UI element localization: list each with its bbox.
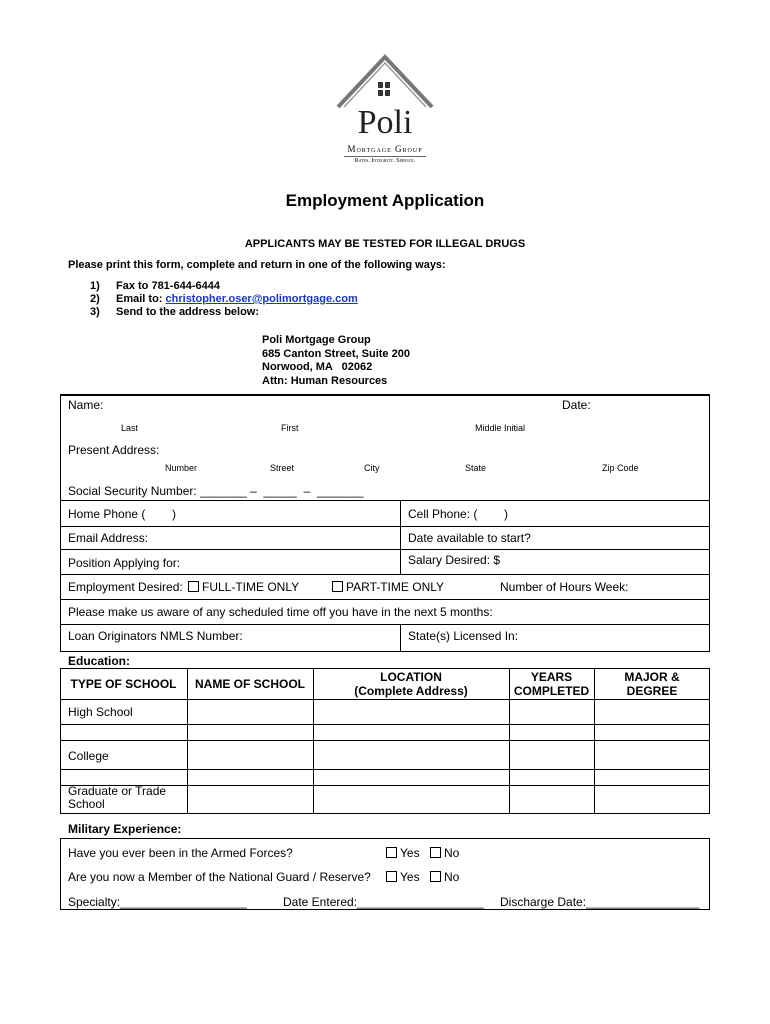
instructions: Please print this form, complete and return in one of the following ways: bbox=[68, 259, 446, 271]
header-major-degree: MAJOR & DEGREE bbox=[624, 670, 680, 698]
home-phone-field[interactable]: Home Phone ( ) bbox=[68, 507, 177, 521]
part-time-option[interactable] bbox=[332, 580, 444, 594]
salary-field[interactable]: Salary Desired: $ bbox=[408, 553, 501, 567]
employment-desired-label: Employment Desired: bbox=[68, 580, 183, 594]
header-location: LOCATION (Complete Address) bbox=[354, 670, 468, 698]
guard-reserve-no[interactable] bbox=[430, 870, 459, 884]
address-line: 685 Canton Street, Suite 200 bbox=[262, 347, 410, 360]
full-time-option[interactable] bbox=[188, 580, 299, 594]
address-line: Norwood, MA 02062 bbox=[262, 361, 373, 373]
discharge-date-field[interactable]: Discharge Date:_________________ bbox=[500, 895, 700, 909]
middle-initial-hint: Middle Initial bbox=[475, 423, 526, 433]
start-date-field[interactable]: Date available to start? bbox=[408, 531, 531, 545]
guard-reserve-question: Are you now a Member of the National Guard / Reserve? bbox=[68, 870, 371, 884]
ssn-field[interactable]: Social Security Number: _______ – _____ – _______ bbox=[68, 484, 364, 498]
way-2 bbox=[90, 293, 358, 305]
cell-phone-field[interactable]: Cell Phone: ( ) bbox=[408, 507, 509, 521]
way-1 bbox=[90, 280, 220, 292]
way-number: 2) bbox=[90, 293, 100, 305]
military-heading: Military Experience: bbox=[68, 822, 182, 836]
row-graduate-trade: Graduate or Trade School bbox=[68, 784, 167, 811]
header-years-completed: YEARS COMPLETED bbox=[513, 670, 590, 698]
checkbox-icon[interactable] bbox=[188, 581, 199, 592]
states-licensed-field[interactable]: State(s) Licensed In: bbox=[408, 629, 519, 643]
position-field[interactable]: Position Applying for: bbox=[68, 556, 181, 570]
date-entered-field[interactable]: Date Entered:___________________ bbox=[283, 895, 484, 909]
name-label: Name: bbox=[68, 398, 104, 412]
company-logo bbox=[330, 52, 440, 172]
house-roof-icon bbox=[330, 52, 440, 112]
header-type-of-school: TYPE OF SCHOOL bbox=[70, 677, 177, 691]
way-3 bbox=[90, 306, 259, 318]
nmls-field[interactable]: Loan Originators NMLS Number: bbox=[68, 629, 243, 643]
street-hint: Street bbox=[270, 463, 295, 473]
last-name-hint: Last bbox=[121, 423, 139, 433]
email-link[interactable]: christopher.oser@polimortgage.com bbox=[165, 293, 358, 305]
yes-label: Yes bbox=[400, 846, 420, 860]
checkbox-icon[interactable] bbox=[386, 871, 397, 882]
way-text: Fax to 781-644-6444 bbox=[116, 280, 220, 292]
no-label: No bbox=[444, 846, 460, 860]
logo-subtitle: Mortgage Group bbox=[347, 144, 423, 154]
checkbox-icon[interactable] bbox=[430, 871, 441, 882]
hours-field[interactable]: Number of Hours Week: bbox=[500, 580, 629, 594]
row-college: College bbox=[68, 749, 109, 763]
number-hint: Number bbox=[165, 463, 198, 473]
way-text: Email to: bbox=[116, 293, 166, 305]
page-title: Employment Application bbox=[285, 191, 485, 210]
state-hint: State bbox=[465, 463, 487, 473]
way-number: 3) bbox=[90, 306, 100, 318]
first-name-hint: First bbox=[281, 423, 299, 433]
armed-forces-no[interactable] bbox=[430, 846, 459, 860]
time-off-field[interactable]: Please make us aware of any scheduled time off you have in the next 5 months: bbox=[68, 605, 493, 619]
specialty-field[interactable]: Specialty:___________________ bbox=[68, 895, 247, 909]
address-line: Attn: Human Resources bbox=[262, 374, 388, 387]
no-label: No bbox=[444, 870, 460, 884]
header-name-of-school: NAME OF SCHOOL bbox=[195, 677, 305, 691]
yes-label: Yes bbox=[400, 870, 420, 884]
zip-hint: Zip Code bbox=[602, 463, 639, 473]
armed-forces-yes[interactable] bbox=[386, 846, 420, 860]
education-heading: Education: bbox=[68, 654, 130, 668]
way-number: 1) bbox=[90, 280, 100, 292]
guard-reserve-yes[interactable] bbox=[386, 870, 420, 884]
mailing-address bbox=[262, 334, 410, 388]
checkbox-icon[interactable] bbox=[430, 847, 441, 858]
email-field[interactable]: Email Address: bbox=[68, 531, 149, 545]
date-label: Date: bbox=[562, 398, 591, 412]
checkbox-icon[interactable] bbox=[386, 847, 397, 858]
drug-test-warning: APPLICANTS MAY BE TESTED FOR ILLEGAL DRUGS bbox=[244, 238, 526, 250]
part-time-label: PART-TIME ONLY bbox=[346, 580, 445, 594]
way-text: Send to the address below: bbox=[116, 306, 260, 318]
city-hint: City bbox=[364, 463, 380, 473]
logo-name: Poli bbox=[357, 104, 413, 141]
full-time-label: FULL-TIME ONLY bbox=[202, 580, 300, 594]
present-address-label: Present Address: bbox=[68, 443, 160, 457]
armed-forces-question: Have you ever been in the Armed Forces? bbox=[68, 846, 293, 860]
logo-tagline: Rates. Integrity. Service. bbox=[354, 158, 416, 164]
address-line: Poli Mortgage Group bbox=[262, 334, 371, 346]
checkbox-icon[interactable] bbox=[332, 581, 343, 592]
row-high-school: High School bbox=[68, 705, 133, 719]
